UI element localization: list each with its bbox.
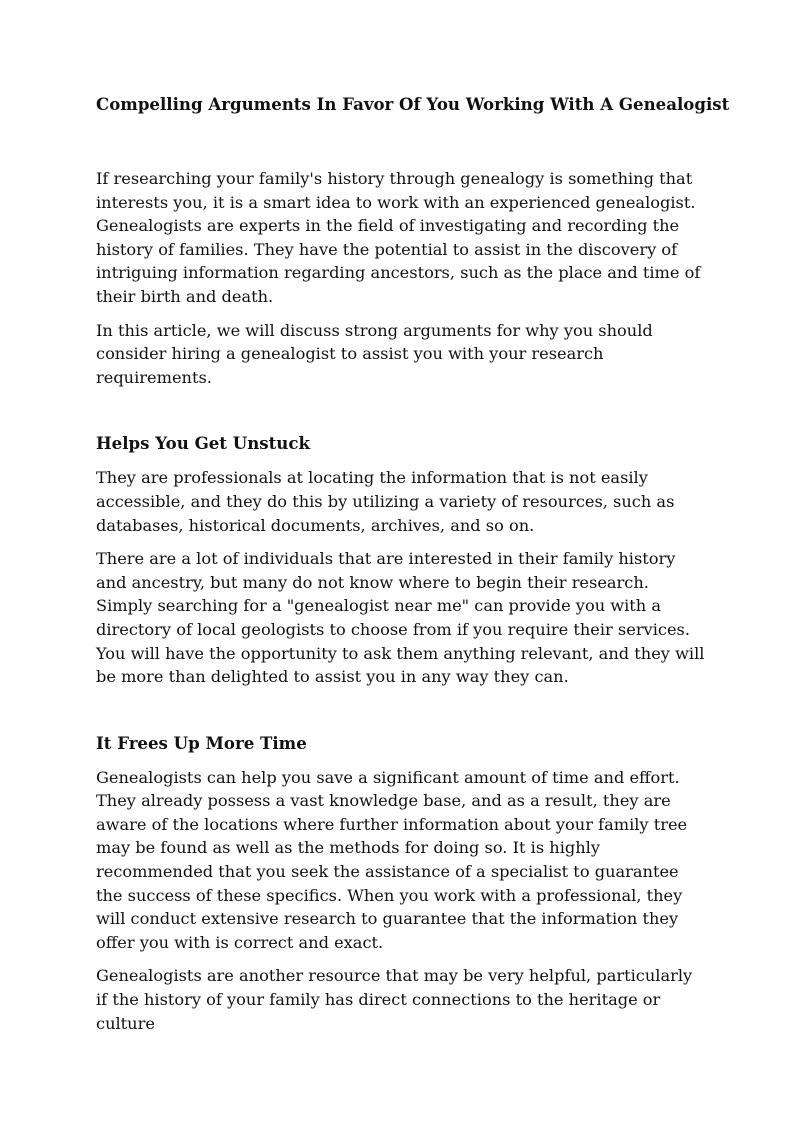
section-2-paragraph-2: Genealogists are another resource that may be very helpful, particularly if the history of your family has direct connections to the heritage or culture [96, 966, 693, 1033]
section-1-paragraph-1: They are professionals at locating the information that is not easily accessible, and they do this by utilizing a variety of resources, such as databases, historical documents, archives, and so on. [96, 468, 675, 535]
document-page [96, 92, 730, 1045]
section-heading-it-frees-up-more-time: It Frees Up More Time [96, 732, 307, 753]
document-title: Compelling Arguments In Favor Of You Working With A Genealogist [96, 94, 730, 114]
section-1-paragraph-2: There are a lot of individuals that are interested in their family history and ancestry, but many do not know where to begin their research. Simply searching for a "genealogist near me" can provide you with a directory of local geologists to choose from if you require their services. You will have the opportunity to ask them anything relevant, and they will be more than delighted to assist you in any way they can. [96, 549, 705, 687]
intro-paragraph-1: If researching your family's history through genealogy is something that interests you, it is a smart idea to work with an experienced genealogist. Genealogists are experts in the field of investigating and recording the history of families. They have the potential to assist in the discovery of intriguing information regarding ancestors, such as the place and time of their birth and death. [96, 169, 701, 306]
section-heading-helps-you-get-unstuck: Helps You Get Unstuck [96, 433, 310, 454]
intro-paragraph-2: In this article, we will discuss strong arguments for why you should consider hiring a genealogist to assist you with your research requirements. [96, 320, 653, 387]
section-2-paragraph-1: Genealogists can help you save a significant amount of time and effort. They already possess a vast knowledge base, and as a result, they are aware of the locations where further information about your family tree may be found as well as the methods for doing so. It is highly recommended that you seek the assistance of a specialist to guarantee the success of these specifics. When you work with a professional, they will conduct extensive research to guarantee that the information they offer you with is correct and exact. [96, 767, 688, 952]
